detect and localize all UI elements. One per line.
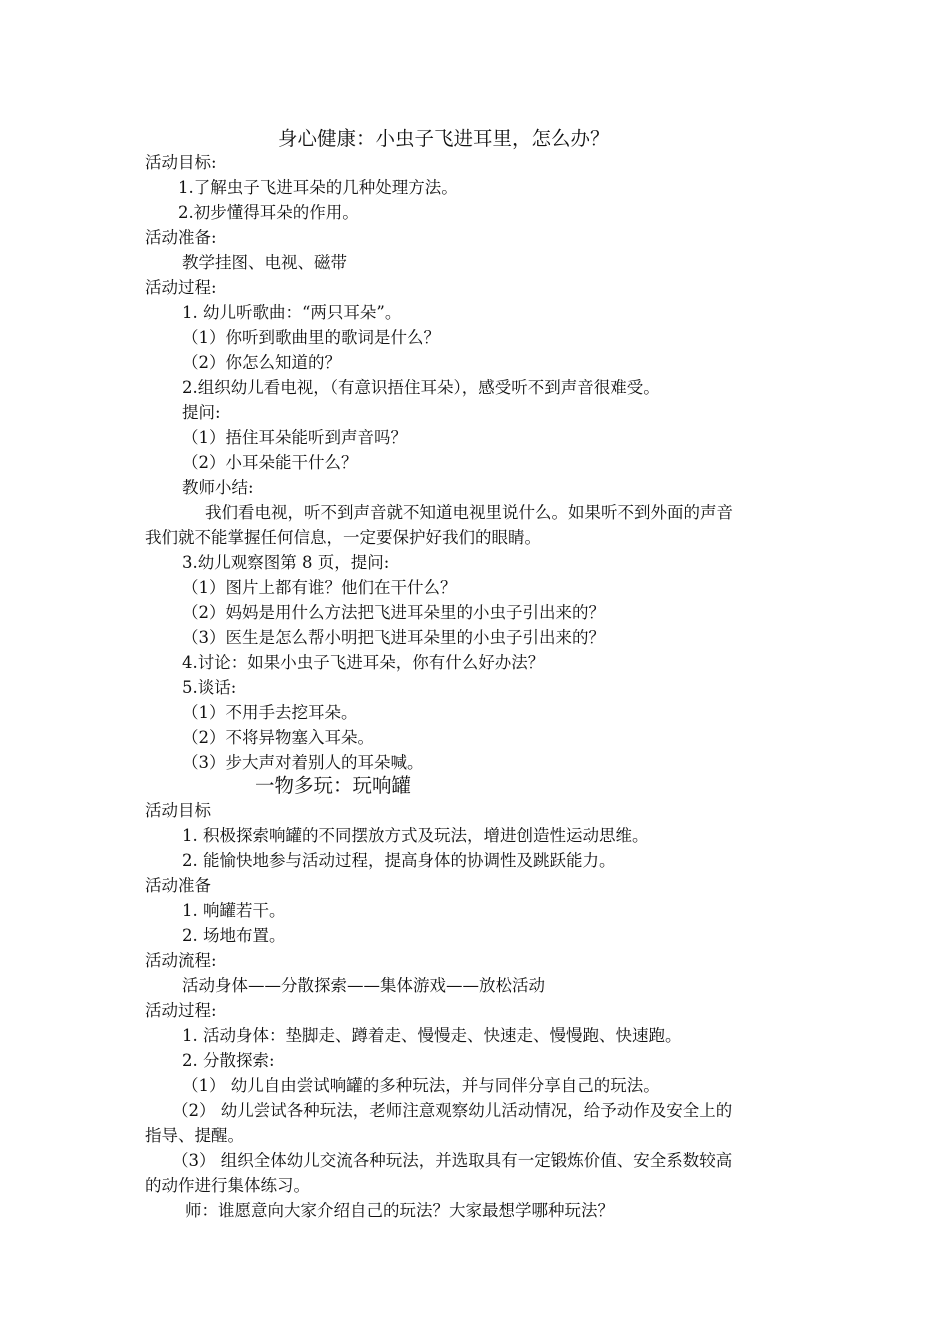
lesson2-process-line: 的动作进行集体练习。 (145, 1176, 310, 1195)
lesson1-process-line: （2）不将异物塞入耳朵。 (182, 728, 374, 747)
lesson1-process-heading: 活动过程: (145, 278, 217, 297)
lesson1-process-line: （2）妈妈是用什么方法把飞进耳朵里的小虫子引出来的？ (182, 603, 605, 622)
lesson2-process-line: （3） 组织全体幼儿交流各种玩法，并选取具有一定锻炼价值、安全系数较高 (172, 1151, 733, 1170)
lesson1-process-line: 教师小结: (182, 478, 254, 497)
lesson1-goals-heading: 活动目标: (145, 153, 217, 172)
lesson1-goal-1: 1.了解虫子飞进耳朵的几种处理方法。 (178, 178, 458, 197)
lesson2-title: 一物多玩：玩响罐 (255, 774, 412, 797)
lesson2-flow: 活动身体——分散探索——集体游戏——放松活动 (182, 976, 545, 995)
lesson2-prep-1: 1. 响罐若干。 (182, 901, 286, 920)
lesson1-process-line: 3.幼儿观察图第 8 页，提问: (182, 553, 390, 572)
lesson2-prep-heading: 活动准备 (145, 876, 211, 895)
lesson1-process-line: 5.谈话: (182, 678, 237, 697)
lesson1-prep-heading: 活动准备: (145, 228, 217, 247)
lesson2-goal-1: 1. 积极探索响罐的不同摆放方式及玩法，增进创造性运动思维。 (182, 826, 649, 845)
lesson2-process-heading: 活动过程: (145, 1001, 217, 1020)
lesson2-goals-heading: 活动目标 (145, 801, 211, 820)
lesson1-process-line: 2.组织幼儿看电视，（有意识捂住耳朵），感受听不到声音很难受。 (182, 378, 660, 397)
lesson1-goal-2: 2.初步懂得耳朵的作用。 (178, 203, 359, 222)
lesson1-process-line: （3）医生是怎么帮小明把飞进耳朵里的小虫子引出来的？ (182, 628, 605, 647)
lesson2-goal-2: 2. 能愉快地参与活动过程，提高身体的协调性及跳跃能力。 (182, 851, 616, 870)
lesson1-prep: 教学挂图、电视、磁带 (182, 253, 347, 272)
lesson1-process-line: 4.讨论：如果小虫子飞进耳朵，你有什么好办法？ (182, 653, 545, 672)
lesson2-process-line: （2） 幼儿尝试各种玩法，老师注意观察幼儿活动情况，给予动作及安全上的 (172, 1101, 733, 1120)
lesson1-process-line: （1）捂住耳朵能听到声音吗？ (182, 428, 407, 447)
lesson2-process-line: 1. 活动身体：垫脚走、蹲着走、慢慢走、快速走、慢慢跑、快速跑。 (182, 1026, 682, 1045)
lesson1-title: 身心健康：小虫子飞进耳里，怎么办？ (278, 127, 610, 150)
lesson1-process-line: 1. 幼儿听歌曲：“两只耳朵”。 (182, 303, 402, 322)
lesson2-prep-2: 2. 场地布置。 (182, 926, 286, 945)
lesson1-process-line: （2）小耳朵能干什么？ (182, 453, 358, 472)
lesson2-process-line: 师：谁愿意向大家介绍自己的玩法？大家最想学哪种玩法？ (185, 1201, 614, 1220)
lesson2-process-line: （1） 幼儿自由尝试响罐的多种玩法，并与同伴分享自己的玩法。 (182, 1076, 660, 1095)
lesson2-flow-heading: 活动流程: (145, 951, 217, 970)
lesson1-process-line: 我们看电视，听不到声音就不知道电视里说什么。如果听不到外面的声音 (205, 503, 733, 522)
lesson1-process-line: （1）不用手去挖耳朵。 (182, 703, 358, 722)
lesson2-process-line: 2. 分散探索: (182, 1051, 275, 1070)
lesson1-process-line: （1）你听到歌曲里的歌词是什么？ (182, 328, 440, 347)
lesson1-process-line: 我们就不能掌握任何信息，一定要保护好我们的眼睛。 (145, 528, 541, 547)
lesson1-process-line: （1）图片上都有谁？他们在干什么？ (182, 578, 457, 597)
lesson2-process-line: 指导、提醒。 (145, 1126, 244, 1145)
lesson1-process-line: 提问: (182, 403, 221, 422)
lesson1-process-line: （3）步大声对着别人的耳朵喊。 (182, 753, 424, 772)
lesson1-process-line: （2）你怎么知道的？ (182, 353, 341, 372)
